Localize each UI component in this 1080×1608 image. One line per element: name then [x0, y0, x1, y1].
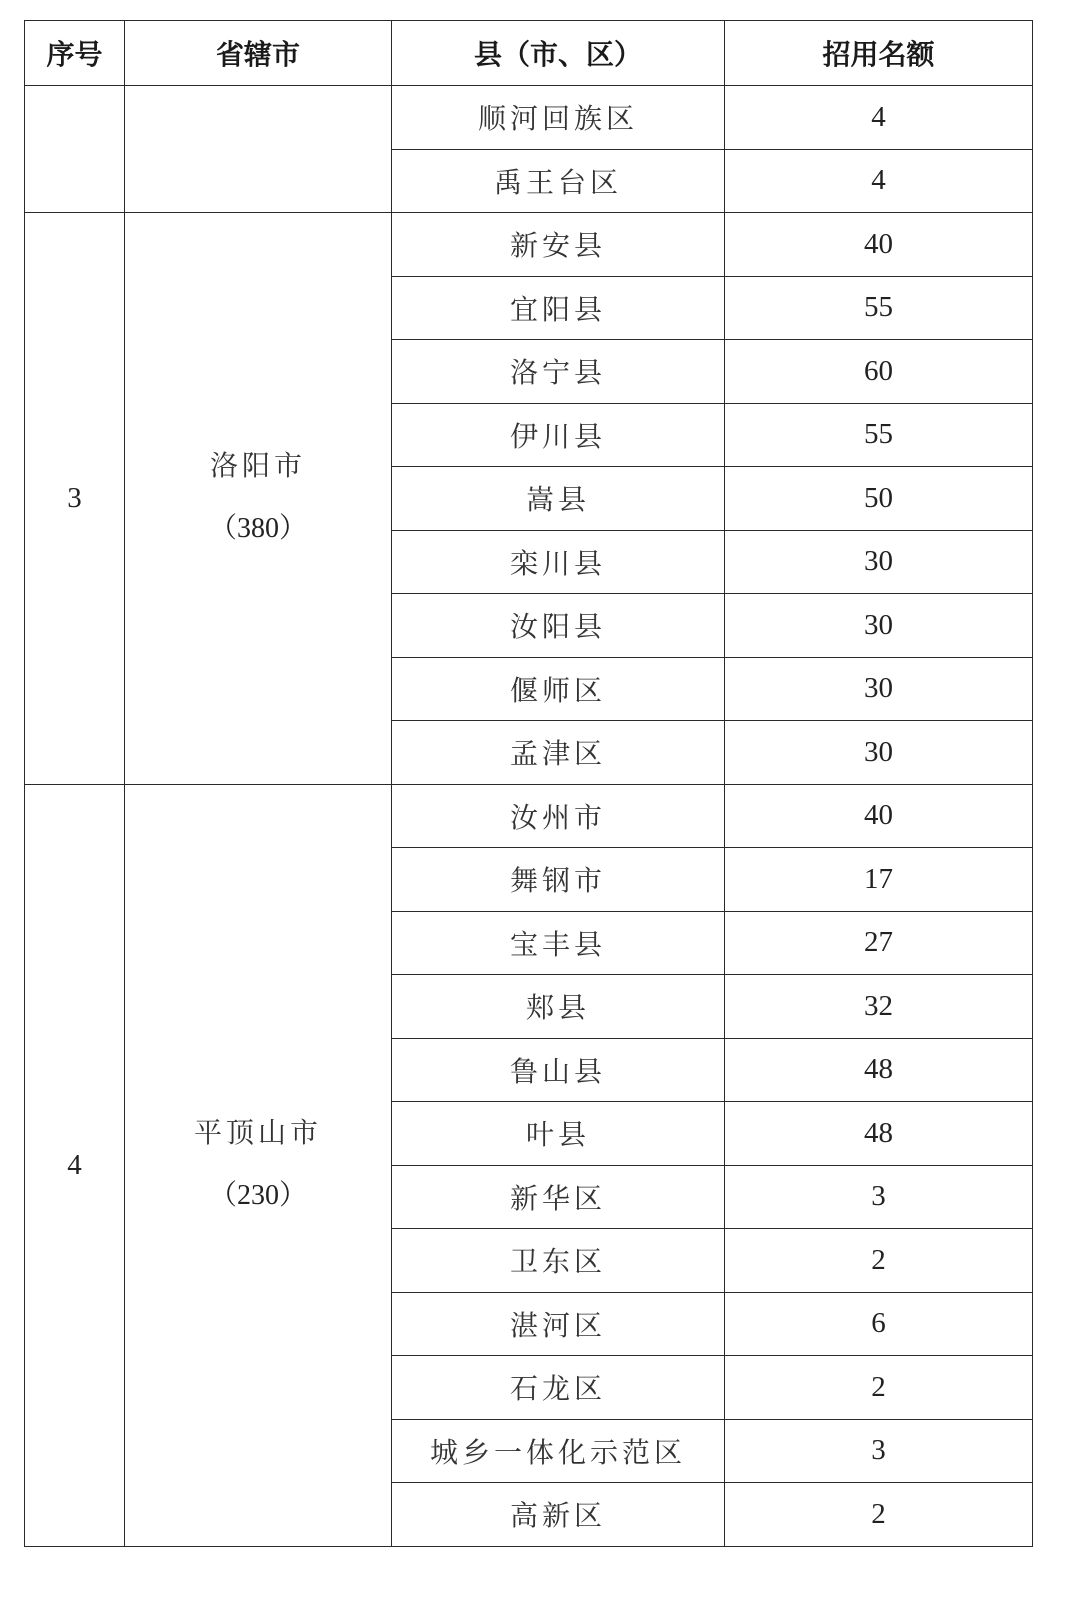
quota-cell: 2: [725, 1356, 1033, 1420]
header-seq: 序号: [25, 21, 125, 86]
city-total: （230）: [208, 1180, 307, 1211]
quota-cell: 30: [725, 721, 1033, 785]
county-cell: 新华区: [392, 1165, 725, 1229]
city-cell: [125, 784, 392, 1546]
header-row: [25, 21, 1033, 86]
county-cell: 郏县: [392, 975, 725, 1039]
county-cell: 宜阳县: [392, 276, 725, 340]
city-cell: [125, 213, 392, 785]
county-cell: 洛宁县: [392, 340, 725, 404]
quota-cell: 30: [725, 657, 1033, 721]
quota-cell: 17: [725, 848, 1033, 912]
county-cell: 伊川县: [392, 403, 725, 467]
quota-cell: 48: [725, 1038, 1033, 1102]
quota-cell: 30: [725, 530, 1033, 594]
quota-cell: 30: [725, 594, 1033, 658]
county-cell: 孟津区: [392, 721, 725, 785]
seq-cell: 3: [25, 213, 125, 785]
county-cell: 宝丰县: [392, 911, 725, 975]
county-cell: 城乡一体化示范区: [392, 1419, 725, 1483]
quota-cell: 4: [725, 149, 1033, 213]
county-cell: 高新区: [392, 1483, 725, 1547]
quota-cell: 32: [725, 975, 1033, 1039]
quota-cell: 60: [725, 340, 1033, 404]
county-cell: 汝阳县: [392, 594, 725, 658]
quota-cell: 40: [725, 213, 1033, 277]
county-cell: 嵩县: [392, 467, 725, 531]
county-cell: 禹王台区: [392, 149, 725, 213]
quota-cell: 40: [725, 784, 1033, 848]
county-cell: 栾川县: [392, 530, 725, 594]
seq-cell: 4: [25, 784, 125, 1546]
quota-cell: 27: [725, 911, 1033, 975]
table-row: [25, 213, 1033, 277]
quota-cell: 3: [725, 1419, 1033, 1483]
table-body: [25, 86, 1033, 1547]
county-cell: 鲁山县: [392, 1038, 725, 1102]
table-row: [25, 784, 1033, 848]
header-city: 省辖市: [125, 21, 392, 86]
quota-cell: 48: [725, 1102, 1033, 1166]
quota-cell: 55: [725, 403, 1033, 467]
quota-cell: 50: [725, 467, 1033, 531]
county-cell: 石龙区: [392, 1356, 725, 1420]
city-cell: [125, 86, 392, 213]
quota-cell: 55: [725, 276, 1033, 340]
quota-cell: 3: [725, 1165, 1033, 1229]
county-cell: 偃师区: [392, 657, 725, 721]
county-cell: 叶县: [392, 1102, 725, 1166]
county-cell: 顺河回族区: [392, 86, 725, 150]
seq-cell: [25, 86, 125, 213]
quota-cell: 4: [725, 86, 1033, 150]
city-total: （380）: [208, 513, 307, 545]
city-name: 洛阳市: [209, 449, 306, 483]
quota-cell: 2: [725, 1229, 1033, 1293]
city-name: 平顶山市: [193, 1116, 322, 1150]
table-row: [25, 86, 1033, 150]
county-cell: 湛河区: [392, 1292, 725, 1356]
quota-cell: 6: [725, 1292, 1033, 1356]
header-county: 县（市、区）: [392, 21, 725, 86]
header-quota: 招用名额: [725, 21, 1033, 86]
county-cell: 汝州市: [392, 784, 725, 848]
county-cell: 新安县: [392, 213, 725, 277]
quota-cell: 2: [725, 1483, 1033, 1547]
quota-table: [24, 20, 1033, 1547]
county-cell: 卫东区: [392, 1229, 725, 1293]
county-cell: 舞钢市: [392, 848, 725, 912]
